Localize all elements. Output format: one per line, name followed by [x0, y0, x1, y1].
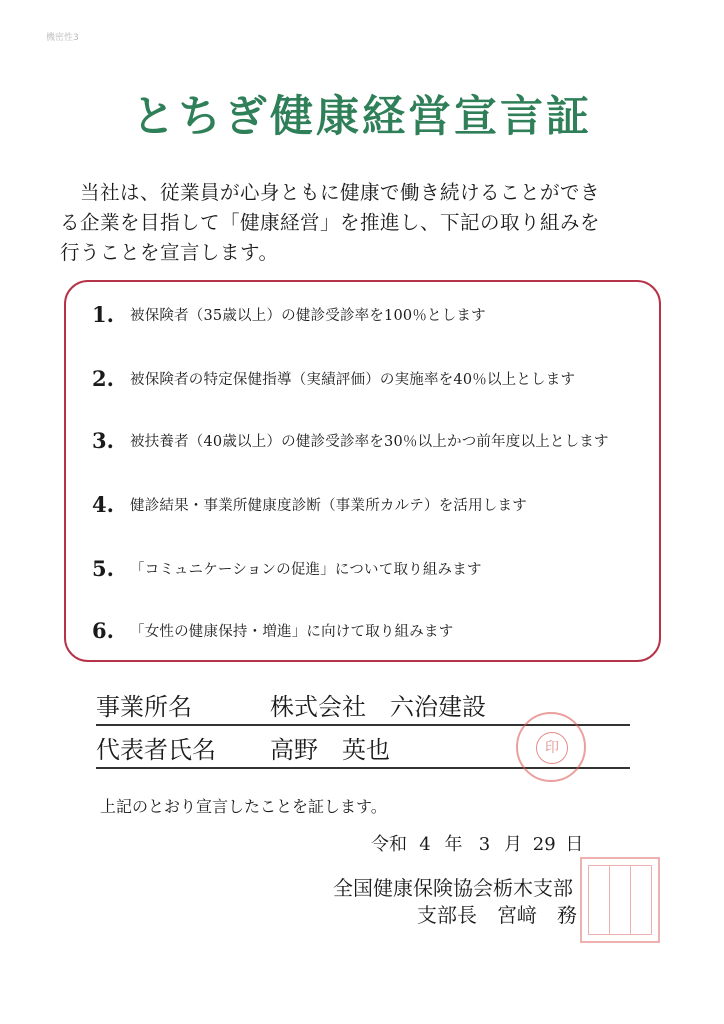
company-seal-stamp — [516, 712, 586, 782]
date-year: 4 — [419, 834, 431, 855]
issuer-name: 全国健康保険協会栃木支部 — [333, 876, 573, 900]
date-month-unit: 月 — [503, 834, 522, 855]
branch-chief-name: 支部長 宮﨑 務 — [417, 903, 577, 927]
pledge-number: 5. — [92, 555, 114, 581]
date-era: 令和 — [371, 834, 407, 855]
company-name-value: 株式会社 六治建設 — [270, 693, 486, 721]
pledge-item — [92, 490, 527, 518]
pledge-number: 6. — [92, 617, 114, 643]
pledge-item — [92, 554, 482, 582]
intro-line-1: 当社は、従業員が心身ともに健康で働き続けることができ — [80, 181, 601, 204]
declaration-intro — [60, 178, 690, 268]
pledge-item — [92, 364, 575, 392]
pledge-number: 4. — [92, 491, 114, 517]
intro-line-3: 行うことを宣言します。 — [60, 241, 279, 264]
pledge-item — [92, 426, 609, 454]
pledge-item — [92, 616, 453, 644]
date-day-unit: 日 — [565, 834, 584, 855]
company-name-label: 事業所名 — [96, 693, 192, 721]
pledge-item — [92, 300, 486, 328]
date-year-unit: 年 — [444, 834, 463, 855]
seal-mark: 印 — [536, 732, 568, 764]
pledge-text: 「女性の健康保持・増進」に向けて取り組みます — [130, 623, 454, 640]
pledge-text: 健診結果・事業所健康度診断（事業所カルテ）を活用します — [130, 497, 527, 514]
intro-line-2: る企業を目指して「健康経営」を推進し、下記の取り組みを — [60, 211, 601, 234]
representative-label: 代表者氏名 — [96, 736, 216, 764]
certification-statement: 上記のとおり宣言したことを証します。 — [100, 797, 387, 816]
pledge-text: 被保険者（35歳以上）の健診受診率を100％とします — [130, 307, 486, 324]
pledge-text: 被扶養者（40歳以上）の健診受診率を30％以上かつ前年度以上とします — [130, 433, 609, 450]
seal-grid — [588, 865, 652, 935]
pledge-text: 被保険者の特定保健指導（実績評価）の実施率を40％以上とします — [130, 371, 576, 388]
date-month: 3 — [478, 834, 491, 855]
certificate-title: とちぎ健康経営宣言証 — [132, 92, 592, 142]
pledge-number: 3. — [92, 427, 114, 453]
pledge-box — [64, 280, 661, 662]
pledge-number: 2. — [92, 365, 114, 391]
issue-date — [371, 830, 583, 856]
representative-value: 高野 英也 — [270, 736, 390, 764]
pledge-number: 1. — [92, 301, 114, 327]
official-seal-stamp — [580, 857, 660, 943]
pledge-text: 「コミュニケーションの促進」について取り組みます — [130, 561, 482, 578]
confidentiality-label: 機密性3 — [46, 33, 79, 43]
date-day: 29 — [532, 834, 556, 855]
